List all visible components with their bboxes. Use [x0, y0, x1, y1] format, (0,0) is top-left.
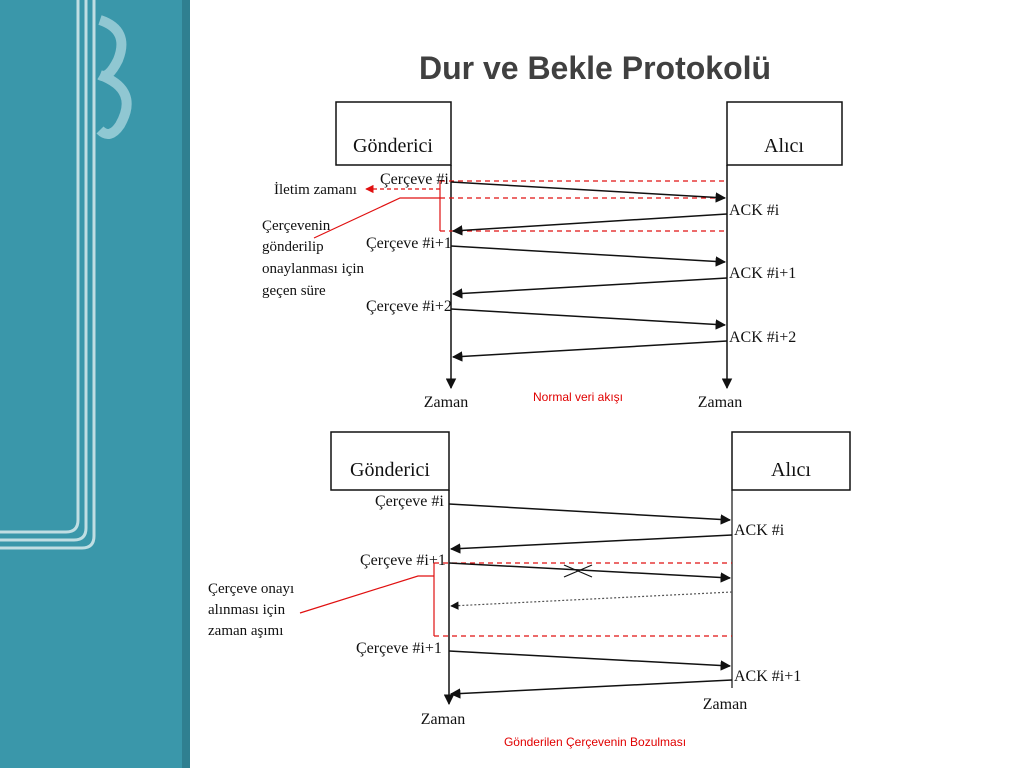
ack-label: ACK #i: [734, 522, 785, 539]
frame-label: Çerçeve #i+1: [366, 235, 452, 252]
receiver-label: Alıcı: [764, 135, 804, 157]
ack-label: ACK #i+1: [729, 265, 797, 282]
time-label-right: Zaman: [702, 696, 748, 713]
frame-label: Çerçeve #i+1: [360, 552, 446, 569]
frame-arrow: [449, 651, 730, 666]
bottom-diagram: [208, 432, 850, 749]
frame-label: Çerçeve #i: [380, 171, 449, 188]
timeout-note-line: zaman aşımı: [208, 623, 284, 639]
time-label-left: Zaman: [423, 394, 469, 411]
bottom-caption: Gönderilen Çerçevenin Bozulması: [503, 735, 687, 749]
transmission-label: İletim zamanı: [274, 182, 357, 198]
sender-label: Gönderici: [353, 135, 433, 157]
timeout-note-line: alınması için: [208, 602, 286, 618]
time-label-right: Zaman: [697, 394, 743, 411]
frame-label: Çerçeve #i: [375, 493, 444, 510]
cycle-note-line: gönderilip: [262, 239, 324, 255]
cycle-pointer: [314, 198, 440, 238]
cycle-note-line: Çerçevenin: [262, 218, 331, 234]
sender-label: Gönderici: [350, 459, 430, 481]
ack-label: ACK #i: [729, 202, 780, 219]
ack-label: ACK #i+2: [729, 329, 797, 346]
frame-label: Çerçeve #i+2: [366, 298, 452, 315]
frame-arrow: [451, 246, 725, 262]
ack-arrow: [453, 278, 727, 294]
top-caption: Normal veri akışı: [532, 390, 624, 404]
slide-title: Dur ve Bekle Protokolü: [418, 50, 772, 86]
cycle-note-line: onaylanması için: [262, 261, 365, 277]
cycle-note-line: geçen süre: [262, 283, 326, 299]
missing-ack-arrow: [451, 592, 732, 606]
frame-arrow: [451, 182, 725, 198]
timeout-pointer: [300, 576, 434, 613]
frame-arrow: [451, 309, 725, 325]
ack-arrow: [451, 680, 732, 694]
frame-label: Çerçeve #i+1: [356, 640, 442, 657]
timeout-note-line: Çerçeve onayı: [208, 581, 295, 597]
receiver-label: Alıcı: [771, 459, 811, 481]
ack-label: ACK #i+1: [734, 668, 802, 685]
ack-arrow: [451, 535, 732, 549]
ack-arrow: [453, 341, 727, 357]
ack-arrow: [453, 214, 727, 231]
top-diagram: [262, 102, 842, 411]
frame-arrow: [449, 504, 730, 520]
time-label-left: Zaman: [420, 711, 466, 728]
